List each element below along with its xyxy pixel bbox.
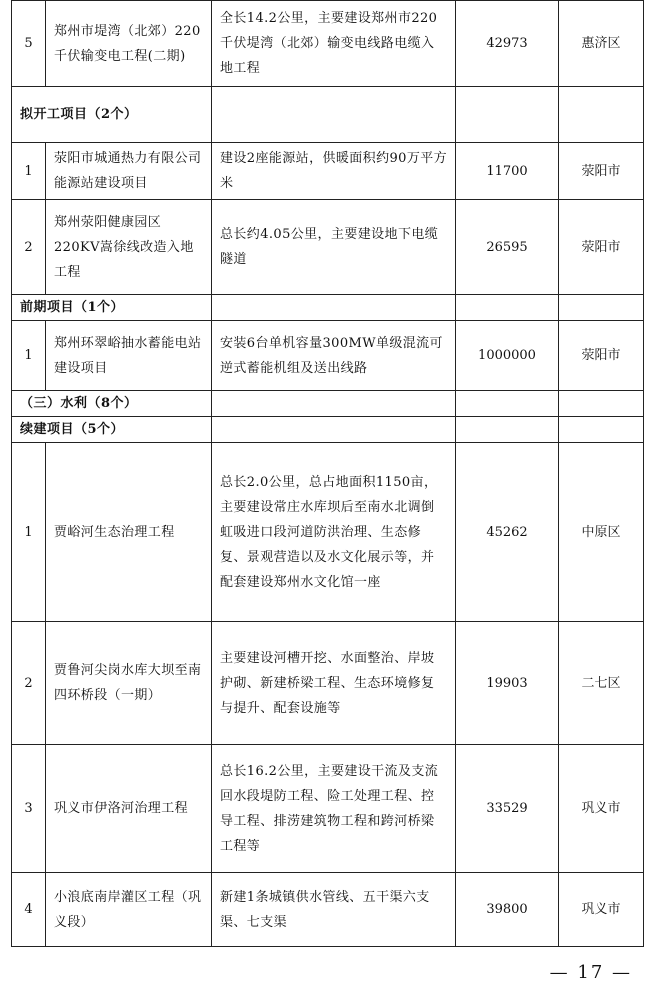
section-row (12, 87, 644, 143)
section-row (12, 417, 644, 443)
amount-empty (456, 391, 559, 417)
table-row (12, 143, 644, 200)
desc-empty (212, 391, 456, 417)
row-index: 1 (12, 143, 46, 200)
investment-amount: 39800 (456, 873, 559, 947)
table-row (12, 321, 644, 391)
project-description: 总长16.2公里，主要建设干流及支流回水段堤防工程、险工处理工程、控导工程、排涝建筑物工程和跨河桥梁工程等 (212, 745, 456, 873)
table-row (12, 873, 644, 947)
investment-amount: 1000000 (456, 321, 559, 391)
section-row (12, 295, 644, 321)
section-label: 拟开工项目（2个） (12, 87, 212, 143)
project-description: 全长14.2公里，主要建设郑州市220千伏堤湾（北郊）输变电线路电缆入地工程 (212, 1, 456, 87)
location-empty (559, 295, 644, 321)
project-table (11, 0, 644, 947)
investment-amount: 26595 (456, 200, 559, 295)
section-label: 续建项目（5个） (12, 417, 212, 443)
project-name: 郑州市堤湾（北郊）220千伏输变电工程(二期) (46, 1, 212, 87)
investment-amount: 45262 (456, 443, 559, 622)
amount-empty (456, 87, 559, 143)
investment-amount: 11700 (456, 143, 559, 200)
amount-empty (456, 295, 559, 321)
section-label: （三）水利（8个） (12, 391, 212, 417)
table-row (12, 1, 644, 87)
location-empty (559, 391, 644, 417)
project-name: 荥阳市城通热力有限公司能源站建设项目 (46, 143, 212, 200)
project-name: 贾鲁河尖岗水库大坝至南四环桥段（一期） (46, 622, 212, 745)
project-description: 总长2.0公里，总占地面积1150亩，主要建设常庄水库坝后至南水北调倒虹吸进口段河道防洪治理、生态修复、景观营造以及水文化展示等，并配套建设郑州水文化馆一座 (212, 443, 456, 622)
project-name: 郑州环翠峪抽水蓄能电站建设项目 (46, 321, 212, 391)
project-description: 建设2座能源站，供暖面积约90万平方米 (212, 143, 456, 200)
project-description: 总长约4.05公里，主要建设地下电缆隧道 (212, 200, 456, 295)
table-row (12, 745, 644, 873)
investment-amount: 33529 (456, 745, 559, 873)
table-row (12, 622, 644, 745)
project-description: 新建1条城镇供水管线、五干渠六支渠、七支渠 (212, 873, 456, 947)
project-name: 小浪底南岸灌区工程（巩义段） (46, 873, 212, 947)
project-location: 荥阳市 (559, 143, 644, 200)
project-location: 惠济区 (559, 1, 644, 87)
project-name: 贾峪河生态治理工程 (46, 443, 212, 622)
project-location: 二七区 (559, 622, 644, 745)
project-location: 中原区 (559, 443, 644, 622)
page-number: — 17 — (549, 962, 632, 983)
table-row (12, 443, 644, 622)
project-description: 安装6台单机容量300MW单级混流可逆式蓄能机组及送出线路 (212, 321, 456, 391)
project-name: 郑州荥阳健康园区220KV嵩徐线改造入地工程 (46, 200, 212, 295)
project-location: 荥阳市 (559, 321, 644, 391)
investment-amount: 19903 (456, 622, 559, 745)
row-index: 1 (12, 443, 46, 622)
section-row (12, 391, 644, 417)
table-row (12, 200, 644, 295)
row-index: 2 (12, 622, 46, 745)
desc-empty (212, 295, 456, 321)
row-index: 5 (12, 1, 46, 87)
project-description: 主要建设河槽开挖、水面整治、岸坡护砌、新建桥梁工程、生态环境修复与提升、配套设施等 (212, 622, 456, 745)
project-location: 巩义市 (559, 745, 644, 873)
row-index: 4 (12, 873, 46, 947)
location-empty (559, 417, 644, 443)
row-index: 1 (12, 321, 46, 391)
amount-empty (456, 417, 559, 443)
desc-empty (212, 87, 456, 143)
project-location: 巩义市 (559, 873, 644, 947)
location-empty (559, 87, 644, 143)
row-index: 2 (12, 200, 46, 295)
row-index: 3 (12, 745, 46, 873)
project-location: 荥阳市 (559, 200, 644, 295)
project-name: 巩义市伊洛河治理工程 (46, 745, 212, 873)
desc-empty (212, 417, 456, 443)
investment-amount: 42973 (456, 1, 559, 87)
section-label: 前期项目（1个） (12, 295, 212, 321)
